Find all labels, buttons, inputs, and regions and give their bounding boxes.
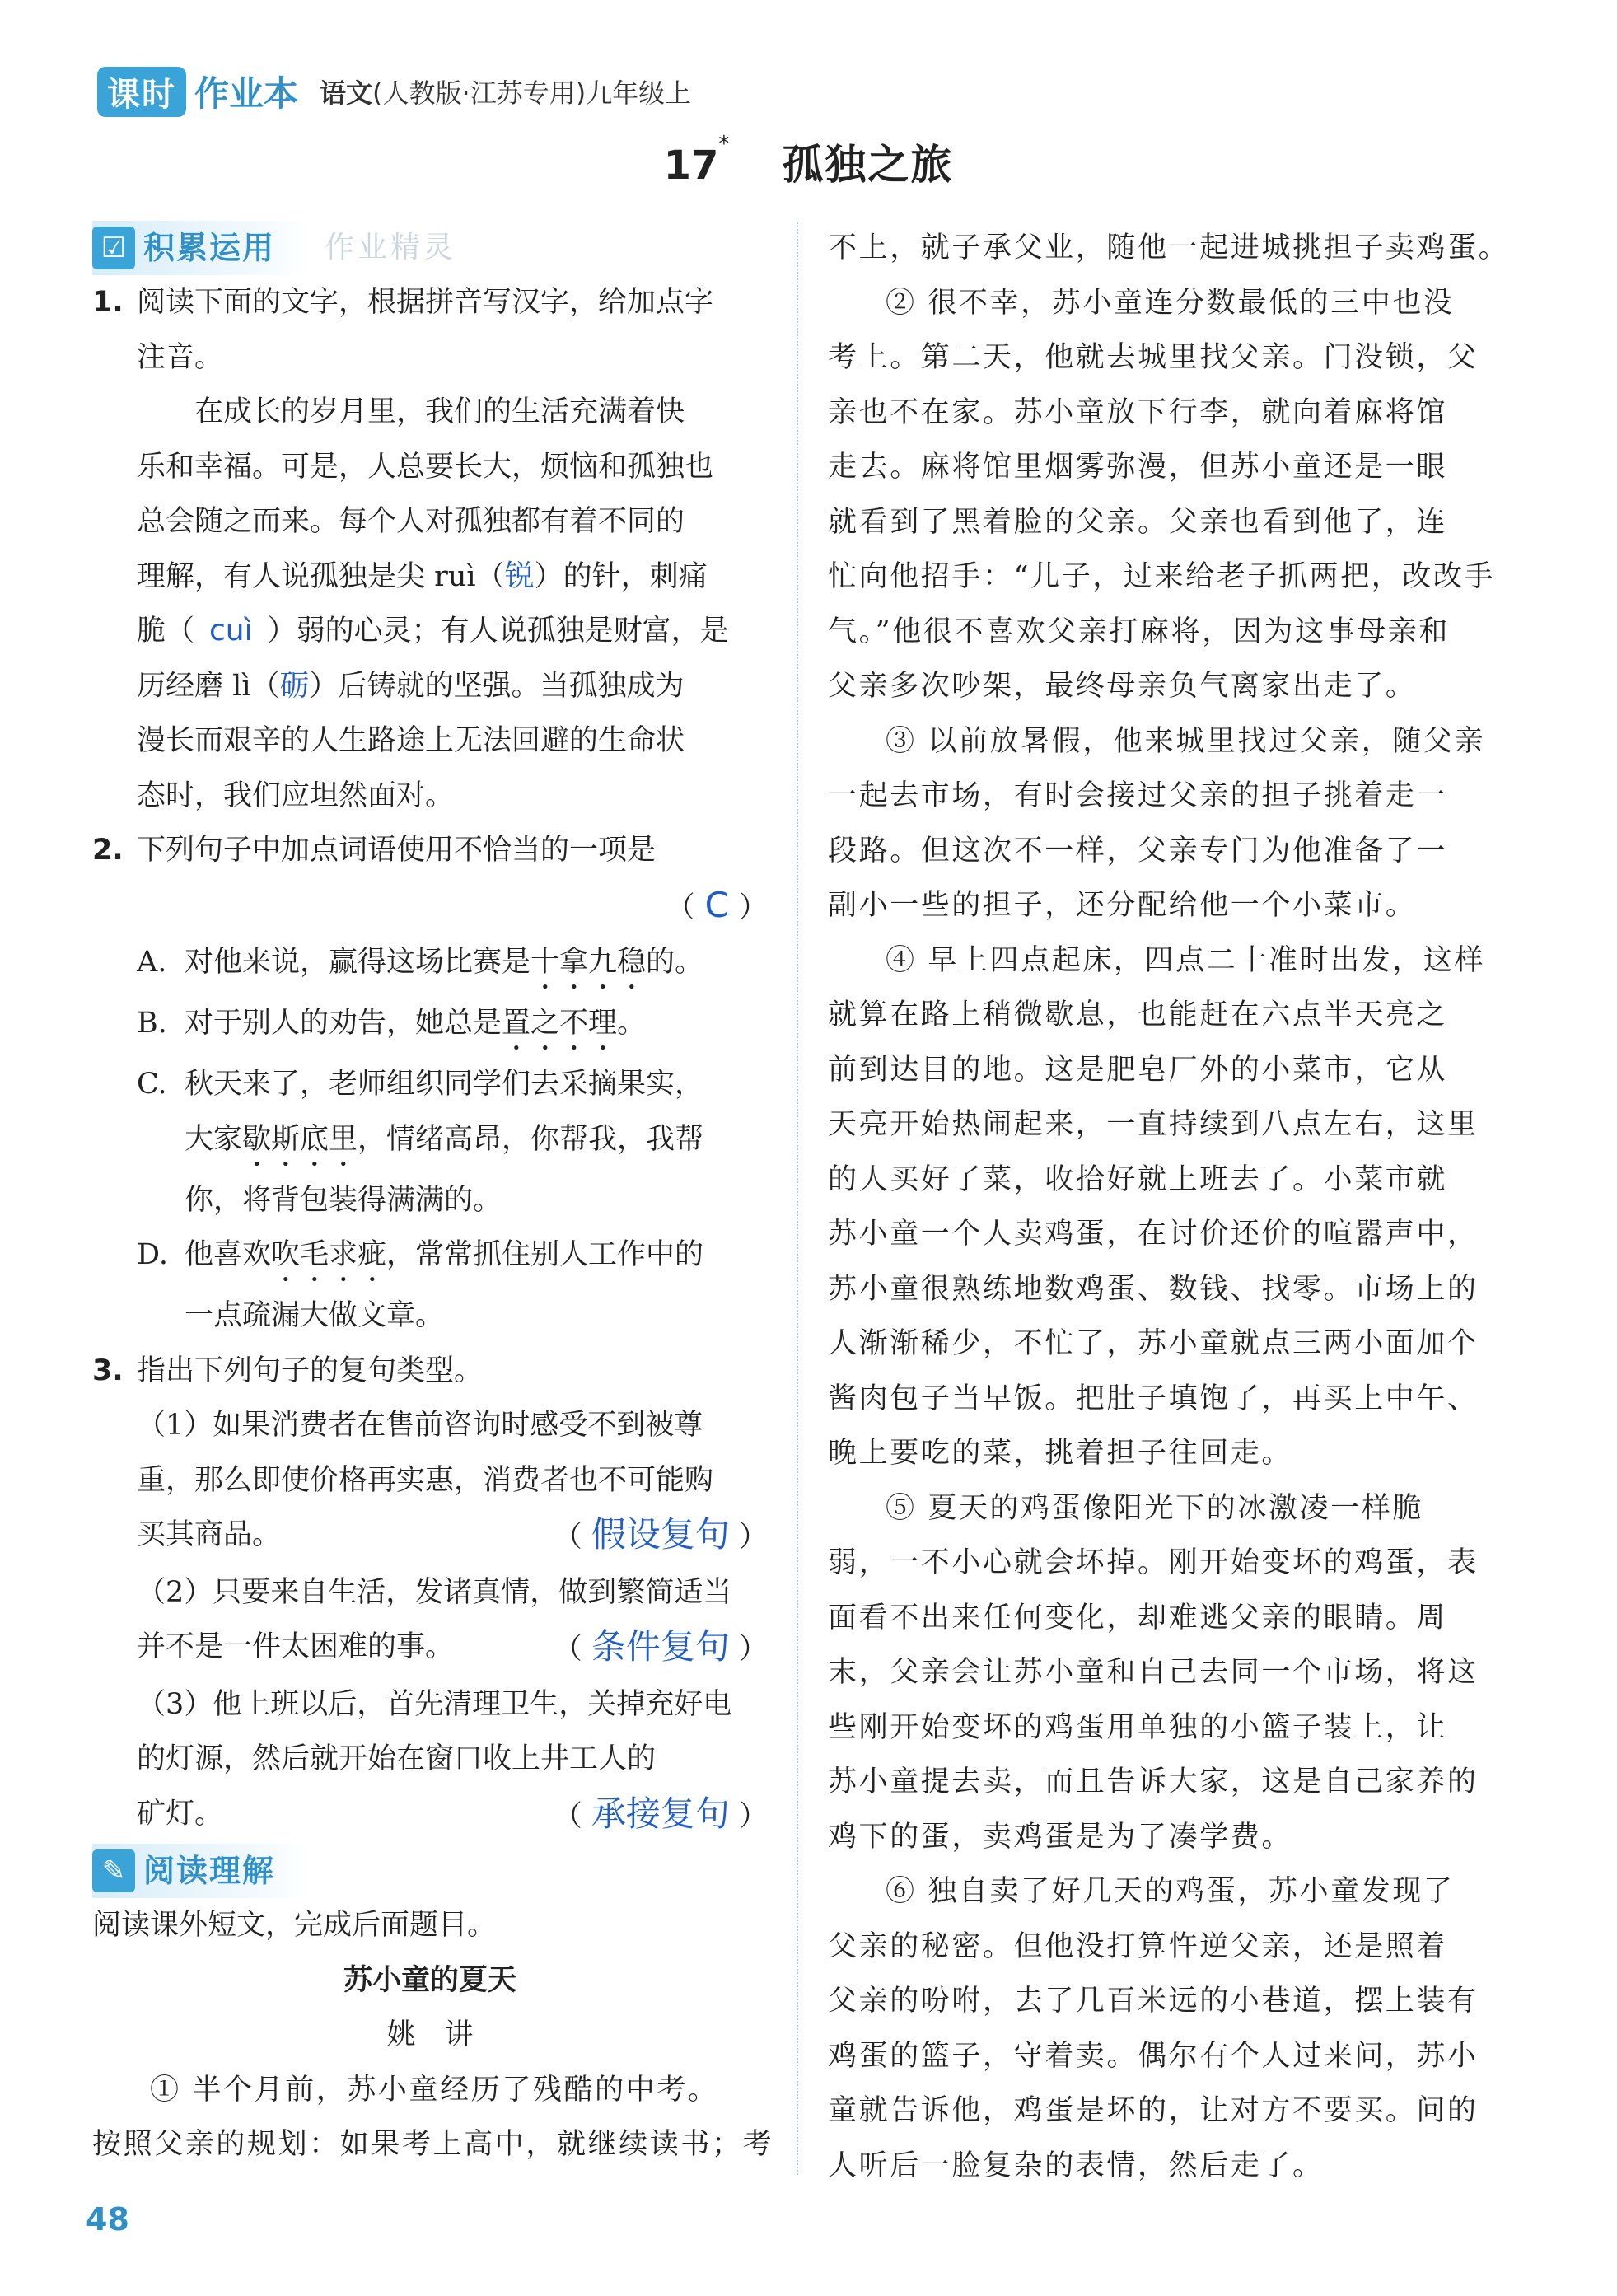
q2-option-b [92,996,768,1057]
article-line: 段路。但这次不一样，父亲专门为他准备了一 [828,834,1448,867]
q2-option-c-line-2 [92,1112,768,1173]
left-column [92,221,774,2172]
option-letter: B. [137,1007,167,1040]
section-reading-label: 阅读理解 [143,1852,276,1889]
dotted-word: 吹毛求疵 [271,1238,387,1271]
q2-answer-line [92,878,768,936]
q3-number: 3. [92,1354,124,1387]
subject-label: 语文 [320,77,373,109]
lesson-mark: * [718,132,730,157]
option-text: 对他来说，赢得这场比赛是 [185,946,531,979]
article-line: 的人买好了菜，收拾好就上班去了。小菜市就 [828,1162,1448,1196]
article-line: 苏小童很熟练地数鸡蛋、数钱、找零。市场上的 [828,1272,1479,1306]
checklist-icon: ☑ [92,227,135,269]
brand-logo-badge: 课时 [97,67,186,117]
q1-passage-line [92,659,768,714]
option-text: 他喜欢 [185,1238,272,1271]
article-line: 酱肉包子当早饭。把肚子填饱了，再买上中午、 [828,1382,1479,1415]
article-line: 童就告诉他，鸡蛋是坏的，让对方不要买。问的 [828,2094,1479,2127]
q2-answer: C [704,884,729,925]
q1-answer-cui: cuì [209,614,253,648]
dotted-word: 歇斯底里 [242,1122,358,1156]
article-line: 就看到了黑着脸的父亲。父亲也看到他了，连 [828,505,1448,539]
q2-option-c-line-3: 你，将背包装得满满的。 [185,1183,502,1217]
paren: （ [666,891,695,924]
article-line: 父亲多次吵架，最终母亲负气离家出走了。 [828,670,1417,703]
paren: ） [738,891,768,924]
option-text: ，常常抓住别人工作中的 [386,1238,704,1271]
q3-item-2-line: （2）只要来自生活，发诸真情，做到繁简适当 [137,1575,732,1609]
section-accumulate [92,221,768,275]
article-line: 鸡蛋的篮子，守着卖。偶尔有个人过来问，苏小 [828,2039,1479,2073]
option-letter: A. [137,946,167,979]
q3-item-1-last-line [92,1508,768,1565]
option-text: 大家 [185,1122,243,1156]
q3-item-3-answer: 承接复句 [591,1793,730,1834]
option-letter: D. [137,1238,168,1271]
page-number: 48 [86,2201,129,2238]
q3-stem-text: 指出下列句子的复句类型。 [137,1354,484,1387]
q3-stem [92,1344,768,1399]
section-reading [92,1844,768,1898]
article-line: 鸡下的蛋，卖鸡蛋是为了凑学费。 [828,1820,1293,1854]
book-subtitle [320,72,691,110]
article-line: 气。”他很不喜欢父亲打麻将，因为这事母亲和 [828,615,1450,648]
q1-passage-text: ）后铸就的坚强。当孤独成为 [309,669,685,703]
q1-passage-text: 脆（ [137,615,195,648]
q1-stem-line-1 [92,275,768,330]
q1-passage-line [92,604,768,659]
article-title: 苏小童的夏天 [343,1963,516,1997]
reading-instruction: 阅读课外短文，完成后面题目。 [92,1909,497,1942]
q3-item-2-last-line [92,1620,768,1677]
q3-item-text: 并不是一件太困难的事。 [137,1630,455,1663]
option-letter: C. [137,1068,167,1101]
lesson-number: 17 [663,143,719,189]
option-text: 对于别人的劝告，她总是 [185,1007,502,1040]
article-line: 不上，就子承父业，随他一起进城挑担子卖鸡蛋。 [828,231,1510,264]
q3-item-2-answer-slot: （ 条件复句 ） [553,1626,768,1667]
q1-passage-text: 历经磨 lì（ [137,669,280,703]
column-divider [797,222,798,2175]
q3-item-2-answer: 条件复句 [591,1626,730,1667]
q2-option-d-line-2: 一点疏漏大做文章。 [185,1299,445,1332]
article-line: 末，父亲会让苏小童和自己去同一个市场，将这 [828,1656,1479,1689]
edition-label: (人教版·江苏专用)九年级上 [372,77,692,109]
article-paragraph-5: ⑤ 夏天的鸡蛋像阳光下的冰激凌一样脆 [886,1491,1423,1525]
q1-passage-text: 理解，有人说孤独是尖 ruì（ [137,559,505,593]
article-paragraph-6: ⑥ 独自卖了好几天的鸡蛋，苏小童发现了 [886,1875,1455,1908]
q1-passage-line: 漫长而艰辛的人生路途上无法回避的生命状 [137,724,685,757]
q3-item-1-answer: 假设复句 [591,1514,730,1555]
q1-passage-line: 在成长的岁月里，我们的生活充满着快 [194,395,685,428]
q2-number: 2. [92,834,124,867]
article-line: 忙向他招手：“儿子，过来给老子抓两把，改改手 [828,560,1496,593]
q1-number: 1. [92,286,124,319]
q2-option-d [92,1227,768,1288]
q3-item-3-answer-slot: （ 承接复句 ） [553,1793,768,1834]
q1-answer-li: 砺 [279,668,310,703]
article-line: 走去。麻将馆里烟雾弥漫，但苏小童还是一眼 [828,451,1448,484]
option-text: ，情绪高昂，你帮我，我帮 [358,1122,704,1156]
q1-stem: 阅读下面的文字，根据拼音写汉字，给加点字 [137,286,714,319]
q2-stem [92,823,768,878]
option-text: 的。 [646,946,704,979]
q3-item-3-last-line [92,1787,768,1845]
article-line: 就算在路上稍微歇息，也能赶在六点半天亮之 [828,998,1448,1031]
q3-item-1-line: 重，那么即使价格再实惠，消费者也不可能购 [137,1463,714,1497]
article-paragraph-2: ② 很不幸，苏小童连分数最低的三中也没 [886,286,1455,320]
lesson-title: 孤独之旅 [782,141,954,189]
q2-stem-text: 下列句子中加点词语使用不恰当的一项是 [137,834,657,867]
right-column [828,221,1510,2193]
article-line: 前到达目的地。这是肥皂厂外的小菜市，它从 [828,1053,1448,1087]
article-line: 父亲的吩咐，去了几百米远的小巷道，摆上装有 [828,1985,1479,2018]
q1-passage-text: ）的针，刺痛 [534,559,708,593]
article-line: 亲也不在家。苏小童放下行李，就向着麻将馆 [828,395,1448,429]
q3-item-1-line: （1）如果消费者在售前咨询时感受不到被尊 [137,1409,703,1442]
lesson-heading [0,132,1617,191]
option-text: 。 [617,1007,647,1040]
article-paragraph-4: ④ 早上四点起床，四点二十准时出发，这样 [886,943,1486,977]
q1-passage-text: ）弱的心灵；有人说孤独是财富，是 [267,615,729,648]
q3-item-text: 矿灯。 [137,1797,224,1831]
q1-passage-line: 总会随之而来。每个人对孤独都有着不同的 [137,505,685,538]
q2-option-c [92,1057,768,1112]
article-line: 苏小童一个人卖鸡蛋，在讨价还价的喧嚣声中， [828,1218,1479,1251]
article-line: 按照父亲的规划：如果考上高中，就继续读书；考 [92,2128,774,2161]
section-reading-bar [92,1844,308,1899]
article-line: 面看不出来任何变化，却难逃父亲的眼睛。周 [828,1601,1448,1634]
article-line: 弱，一不小心就会坏掉。刚开始变坏的鸡蛋，表 [828,1546,1479,1579]
watermark-text: 作业精灵 [325,230,457,264]
article-line: 人听后一脸复杂的表情，然后走了。 [828,2149,1324,2182]
article-line: 天亮开始热闹起来，一直持续到八点左右，这里 [828,1108,1479,1141]
q3-item-3-line: （3）他上班以后，首先清理卫生，关掉充好电 [137,1687,732,1721]
brand-name: 作业本 [194,73,299,114]
q1-passage-line: 态时，我们应坦然面对。 [137,779,455,812]
q1-stem-line-2: 注音。 [137,340,224,374]
option-text: 秋天来了，老师组织同学们去采摘果实， [185,1068,704,1101]
q2-option-a [92,935,768,996]
section-accumulate-label: 积累运用 [143,229,276,266]
article-line: 一起去市场，有时会接过父亲的担子挑着走一 [828,779,1448,812]
q3-item-3-line: 的灯源，然后就开始在窗口收上井工人的 [137,1742,657,1775]
pencil-icon: ✎ [92,1849,135,1892]
article-paragraph-3: ③ 以前放暑假，他来城里找过父亲，随父亲 [886,724,1486,758]
section-accumulate-bar [92,221,308,276]
article-line: 些刚开始变坏的鸡蛋用单独的小篮子装上，让 [828,1710,1448,1744]
dotted-word: 置之不理 [502,1007,618,1040]
q3-item-1-answer-slot: （ 假设复句 ） [553,1514,768,1555]
article-line: 人渐渐稀少，不忙了，苏小童就点三两小面加个 [828,1327,1479,1360]
article-line: 苏小童提去卖，而且告诉大家，这是自己家养的 [828,1765,1479,1798]
q1-answer-rui: 锐 [504,559,535,593]
q1-passage-line [92,549,768,605]
dotted-word: 十拿九稳 [530,946,647,979]
article-line: 副小一些的担子，还分配给他一个小菜市。 [828,889,1417,922]
header-brand [97,66,691,117]
article-line: 考上。第二天，他就去城里找父亲。门没锁，父 [828,341,1479,374]
q1-passage-line: 乐和幸福。可是，人总要长大，烦恼和孤独也 [137,450,714,484]
q3-item-text: 买其商品。 [137,1518,282,1551]
article-line: 父亲的秘密。但他没打算忤逆父亲，还是照着 [828,1929,1448,1963]
article-author: 姚 讲 [386,2018,474,2051]
article-line: 晚上要吃的菜，挑着担子往回走。 [828,1437,1293,1470]
article-line: ① 半个月前，苏小童经历了残酷的中考。 [150,2073,719,2107]
